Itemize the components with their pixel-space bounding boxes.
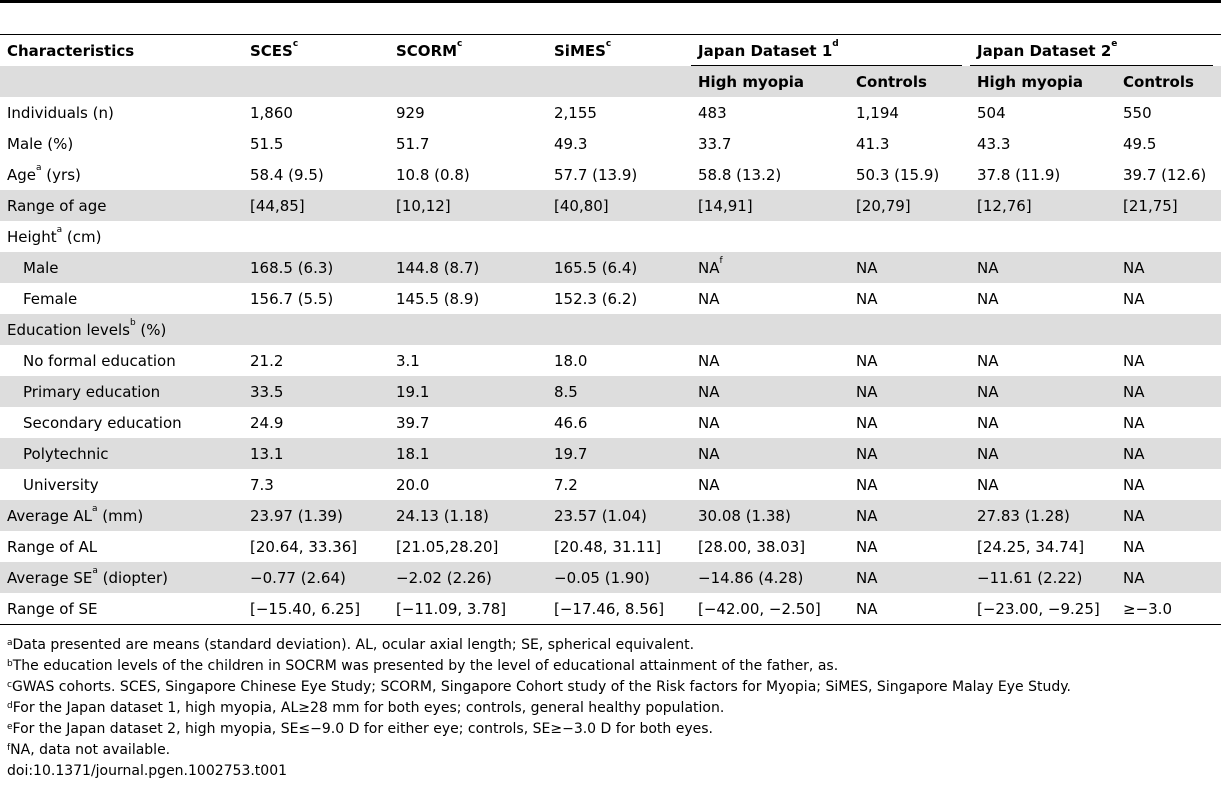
table-cell: −14.86 (4.28)	[691, 562, 849, 593]
table-cell: NA	[1123, 289, 1145, 308]
table-cell: [12,76]	[970, 190, 1116, 221]
table-row	[0, 345, 1221, 376]
row-label: Polytechnic	[0, 438, 243, 469]
table-cell: 49.3	[554, 134, 588, 153]
table-cell: 483	[698, 103, 727, 122]
table-cell: −2.02 (2.26)	[389, 562, 547, 593]
row-label: Education levels$^b$ (%)	[0, 314, 243, 345]
table-cell: NA	[856, 289, 878, 308]
row-label: Individuals (n)	[7, 103, 114, 122]
table-row	[0, 252, 1221, 283]
table-cell: [14,91]	[691, 190, 849, 221]
row-label: University	[23, 475, 99, 494]
table-cell: 152.3 (6.2)	[554, 289, 638, 308]
table-cell: 30.08 (1.38)	[691, 500, 849, 531]
table-cell: 27.83 (1.28)	[970, 500, 1116, 531]
col-header-simes: SiMES$^c$	[554, 38, 612, 60]
table-cell: 51.5	[250, 134, 284, 153]
table-footnotes	[0, 625, 1221, 782]
table-row	[0, 500, 1221, 531]
table-cell: [20.64, 33.36]	[250, 537, 358, 556]
table-cell: 1,194	[856, 103, 899, 122]
table-cell: 23.97 (1.39)	[243, 500, 389, 531]
table-cell: 7.3	[250, 475, 274, 494]
table-cell: 24.9	[250, 413, 284, 432]
table-cell: [20,79]	[849, 190, 970, 221]
table-cell: NA	[977, 351, 999, 370]
table-row	[0, 283, 1221, 314]
table-cell: 550	[1123, 103, 1152, 122]
table-cell: [40,80]	[547, 190, 691, 221]
table-cell: NA	[1116, 562, 1221, 593]
table-cell: NA	[970, 438, 1116, 469]
table-cell: 3.1	[396, 351, 420, 370]
table-cell	[1116, 314, 1221, 345]
table-cell: 19.7	[547, 438, 691, 469]
row-label: Age$^a$ (yrs)	[7, 162, 81, 184]
col-header-j1-high-myopia: High myopia	[691, 66, 849, 97]
col-header-japan-2: Japan Dataset 2e	[970, 35, 1221, 66]
table-cell: 929	[396, 103, 425, 122]
table-row	[0, 531, 1221, 562]
table-row	[0, 407, 1221, 438]
table-cell: NA	[849, 376, 970, 407]
table-cell: NA	[977, 289, 999, 308]
table-row	[0, 97, 1221, 128]
table-cell: [20.48, 31.11]	[554, 537, 662, 556]
table-cell: NA	[1116, 376, 1221, 407]
table-cell: 165.5 (6.4)	[547, 252, 691, 283]
table-cell: −0.05 (1.90)	[547, 562, 691, 593]
table-cell: 18.0	[554, 351, 588, 370]
table-row	[0, 438, 1221, 469]
table-cell: −0.77 (2.64)	[243, 562, 389, 593]
table-cell: 39.7 (12.6)	[1123, 165, 1207, 184]
col-header-j2-controls: Controls	[1116, 66, 1221, 97]
table-cell: NA	[698, 351, 720, 370]
table-cell: [21,75]	[1116, 190, 1221, 221]
col-header-scorm: SCORM$^c$	[396, 38, 463, 60]
table-cell	[243, 221, 389, 252]
footnote: $^f$NA, data not available.	[7, 742, 171, 758]
characteristics-table	[0, 35, 1221, 625]
table-cell	[389, 221, 547, 252]
table-cell: 58.8 (13.2)	[698, 165, 782, 184]
row-label: Male (%)	[7, 134, 74, 153]
table-cell: 20.0	[396, 475, 430, 494]
table-cell	[547, 314, 691, 345]
table-cell: NA	[1116, 252, 1221, 283]
row-label: Average $AL^a$ (mm)	[0, 500, 243, 531]
row-label: Height$^a$ (cm)	[7, 224, 102, 246]
table-cell: NA	[691, 438, 849, 469]
table-cell: [−15.40, 6.25]	[243, 593, 389, 625]
table-cell: 144.8 (8.7)	[389, 252, 547, 283]
table-cell: 156.7 (5.5)	[250, 289, 334, 308]
table-row	[0, 221, 1221, 252]
table-cell: 18.1	[389, 438, 547, 469]
table-cell: NA	[1123, 351, 1145, 370]
table-cell: 10.8 (0.8)	[396, 165, 470, 184]
table-cell: NA	[698, 289, 720, 308]
table-cell: [−42.00, −2.50]	[691, 593, 849, 625]
table-cell: 7.2	[554, 475, 578, 494]
table-row	[0, 159, 1221, 190]
row-label: Range of AL	[7, 537, 98, 556]
table-cell: [24.25, 34.74]	[977, 537, 1085, 556]
table-row	[0, 128, 1221, 159]
table-cell: NA	[691, 376, 849, 407]
row-label: Secondary education	[23, 413, 182, 432]
row-label: Female	[23, 289, 78, 308]
table-cell: NA	[849, 562, 970, 593]
table-row	[0, 469, 1221, 500]
table-cell: [−17.46, 8.56]	[547, 593, 691, 625]
footnote: $^c$GWAS cohorts. SCES, Singapore Chinese Eye Study; SCORM, Singapore Cohort study of the Risk factors for Myopia; SiMES, Singapore Malay Eye Study.	[7, 679, 1071, 695]
col-header-japan-1: Japan Dataset 1$^d$	[691, 35, 970, 66]
table-cell: 504	[977, 103, 1006, 122]
table-cell: NA	[698, 413, 720, 432]
table-cell: NA	[1123, 537, 1145, 556]
footnote: $^d$For the Japan dataset 1, high myopia, AL≥28 mm for both eyes; controls, general healthy population.	[7, 700, 725, 716]
table-cell: ≥−3.0	[1116, 593, 1221, 625]
table-cell: 145.5 (8.9)	[396, 289, 480, 308]
table-row	[0, 593, 1221, 625]
table-top-rule	[0, 0, 1221, 35]
table-cell	[970, 221, 1116, 252]
table-cell: 43.3	[977, 134, 1011, 153]
row-label: No formal education	[23, 351, 176, 370]
table-cell	[691, 314, 849, 345]
table-cell: 46.6	[554, 413, 588, 432]
table-cell: NA	[849, 252, 970, 283]
table-cell: −11.61 (2.22)	[970, 562, 1116, 593]
table-row	[0, 376, 1221, 407]
table-cell: 24.13 (1.18)	[389, 500, 547, 531]
table-cell: 57.7 (13.9)	[554, 165, 638, 184]
table-cell: NA	[856, 475, 878, 494]
table-cell: NA	[1116, 500, 1221, 531]
table-cell: NA	[1123, 413, 1145, 432]
table-cell	[243, 314, 389, 345]
col-header-j1-controls: Controls	[849, 66, 970, 97]
table-cell: 21.2	[250, 351, 284, 370]
table-cell	[547, 221, 691, 252]
col-header-characteristics: Characteristics	[7, 41, 135, 60]
table-cell: 168.5 (6.3)	[243, 252, 389, 283]
table-cell: [10,12]	[389, 190, 547, 221]
table-row	[0, 190, 1221, 221]
col-header-sces: SCES$^c$	[250, 38, 299, 60]
table-cell: 23.57 (1.04)	[547, 500, 691, 531]
table-cell: [21.05,28.20]	[396, 537, 499, 556]
table-cell: NA	[849, 593, 970, 625]
table-cell: NA	[1116, 438, 1221, 469]
table-cell: 33.5	[243, 376, 389, 407]
table-cell	[970, 314, 1116, 345]
table-cell: NA	[856, 537, 878, 556]
table-cell: [−11.09, 3.78]	[389, 593, 547, 625]
table-cell: NA	[977, 413, 999, 432]
table-cell	[849, 221, 970, 252]
table-cell: 51.7	[396, 134, 430, 153]
table-cell: NA	[698, 475, 720, 494]
table-cell: 2,155	[554, 103, 597, 122]
row-label: Range of SE	[0, 593, 243, 625]
table-body	[0, 97, 1221, 625]
footnote: $^b$The education levels of the children in SOCRM was presented by the level of educational attainment of the father, as.	[7, 658, 839, 674]
row-label: Average $SE^a$ (diopter)	[0, 562, 243, 593]
table-cell: NA	[849, 500, 970, 531]
table-cell: NA	[856, 413, 878, 432]
table-cell: NA	[856, 351, 878, 370]
table-row	[0, 314, 1221, 345]
table-cell: NA	[970, 376, 1116, 407]
table-cell: $NA^f$	[691, 252, 849, 283]
table-cell	[389, 314, 547, 345]
table-cell: 19.1	[389, 376, 547, 407]
table-cell: 8.5	[547, 376, 691, 407]
table-cell: 37.8 (11.9)	[977, 165, 1061, 184]
table-cell: NA	[977, 475, 999, 494]
row-label: Range of age	[0, 190, 243, 221]
table-cell: 1,860	[250, 103, 293, 122]
table-row	[0, 562, 1221, 593]
table-cell: [28.00, 38.03]	[698, 537, 806, 556]
table-cell: 33.7	[698, 134, 732, 153]
table-cell: 13.1	[243, 438, 389, 469]
table-cell: NA	[1123, 475, 1145, 494]
table-cell	[691, 221, 849, 252]
header-row-1	[0, 35, 1221, 66]
table-cell: NA	[849, 438, 970, 469]
row-label: Male	[0, 252, 243, 283]
table-cell	[1116, 221, 1221, 252]
table-cell: 41.3	[856, 134, 890, 153]
table-cell: 50.3 (15.9)	[856, 165, 940, 184]
row-label: Primary education	[0, 376, 243, 407]
table-cell: NA	[970, 252, 1116, 283]
col-header-j2-high-myopia: High myopia	[970, 66, 1116, 97]
table-cell: 39.7	[396, 413, 430, 432]
table-cell: [−23.00, −9.25]	[970, 593, 1116, 625]
footnote: $^a$Data presented are means (standard deviation). AL, ocular axial length; SE, spherical equivalent.	[7, 637, 695, 653]
table-cell: 58.4 (9.5)	[250, 165, 324, 184]
header-row-2	[0, 66, 1221, 97]
table-cell	[849, 314, 970, 345]
doi-line: doi:10.1371/journal.pgen.1002753.t001	[7, 763, 288, 779]
table-cell: [44,85]	[243, 190, 389, 221]
table-cell: 49.5	[1123, 134, 1157, 153]
footnote: $^e$For the Japan dataset 2, high myopia, SE≤−9.0 D for either eye; controls, SE≥−3.0 D for both eyes.	[7, 721, 713, 737]
